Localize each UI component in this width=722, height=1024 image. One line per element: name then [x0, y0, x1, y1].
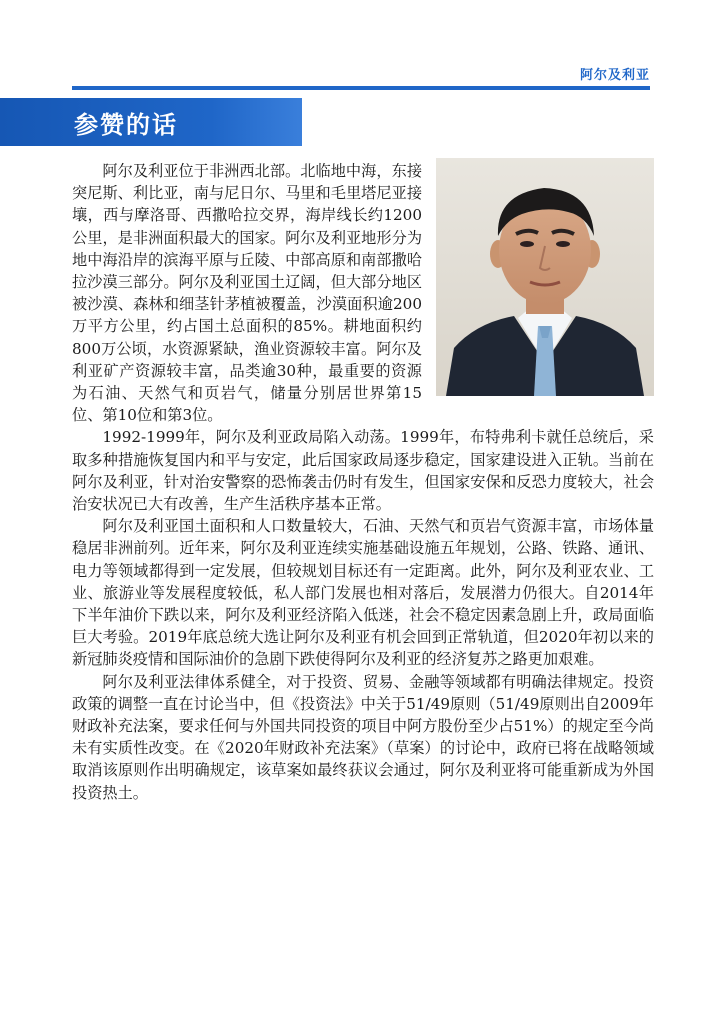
section-title: 参赞的话	[74, 110, 178, 139]
paragraph: 阿尔及利亚国土面积和人口数量较大，石油、天然气和页岩气资源丰富，市场体量稳居非洲前列。近年来，阿尔及利亚连续实施基础设施五年规划，公路、铁路、通讯、电力等领域都得到一定发展，但较规划目标还有一定距离。此外，阿尔及利亚农业、工业、旅游业等发展程度较低，私人部门发展也相对落后，发展潜力仍很大。自2014年下半年油价下跌以来，阿尔及利亚经济陷入低迷，社会不稳定因素急剧上升，政局面临巨大考验。2019年底总统大选让阿尔及利亚有机会回到正常轨道，但2020年初以来的新冠肺炎疫情和国际油价的急剧下跌使得阿尔及利亚的经济复苏之路更加艰难。	[72, 517, 654, 669]
paragraph: 1992-1999年，阿尔及利亚政局陷入动荡。1999年，布特弗利卡就任总统后，采取多种措施恢复国内和平与安定，此后国家政局逐步稳定，国家建设进入正轨。当前在阿尔及利亚，针对治安警察的恐怖袭击仍时有发生，但国家安保和反恐力度较大，社会治安状况已大有改善，生产生活秩序基本正常。	[72, 428, 654, 514]
photo-wrap-spacer	[422, 160, 654, 400]
paragraph: 阿尔及利亚位于非洲西北部。北临地中海，东接突尼斯、利比亚，南与尼日尔、马里和毛里塔尼亚接壤，西与摩洛哥、西撒哈拉交界，海岸线长约1200公里，是非洲面积最大的国家。阿尔及利亚地形分为地中海沿岸的滨海平原与丘陵、中部高原和南部撒哈拉沙漠三部分。阿尔及利亚国土辽阔，但大部分地区被沙漠、森林和细茎针茅植被覆盖，沙漠面积逾200万平方公里，约占国土总面积的85%。耕地面积约800万公顷，水资源紧缺，渔业资源较丰富。阿尔及利亚矿产资源较丰富，品类逾30种，最重要的资源为石油、天然气和页岩气，储量分别居世界第15位、第10位和第3位。	[72, 162, 422, 425]
article-body	[72, 160, 654, 804]
paragraph: 阿尔及利亚法律体系健全，对于投资、贸易、金融等领域都有明确法律规定。投资政策的调整一直在讨论当中，但《投资法》中关于51/49原则（51/49原则出自2009年财政补充法案，要求任何与外国共同投资的项目中阿方股份至少占51%）的规定至今尚未有实质性改变。在《2020年财政补充法案》（草案）的讨论中，政府已将在战略领域取消该原则作出明确规定，该草案如最终获议会通过，阿尔及利亚将可能重新成为外国投资热土。	[72, 672, 654, 802]
header-rule	[72, 86, 650, 90]
section-title-bar	[0, 98, 302, 146]
running-header: 阿尔及利亚	[579, 68, 650, 83]
